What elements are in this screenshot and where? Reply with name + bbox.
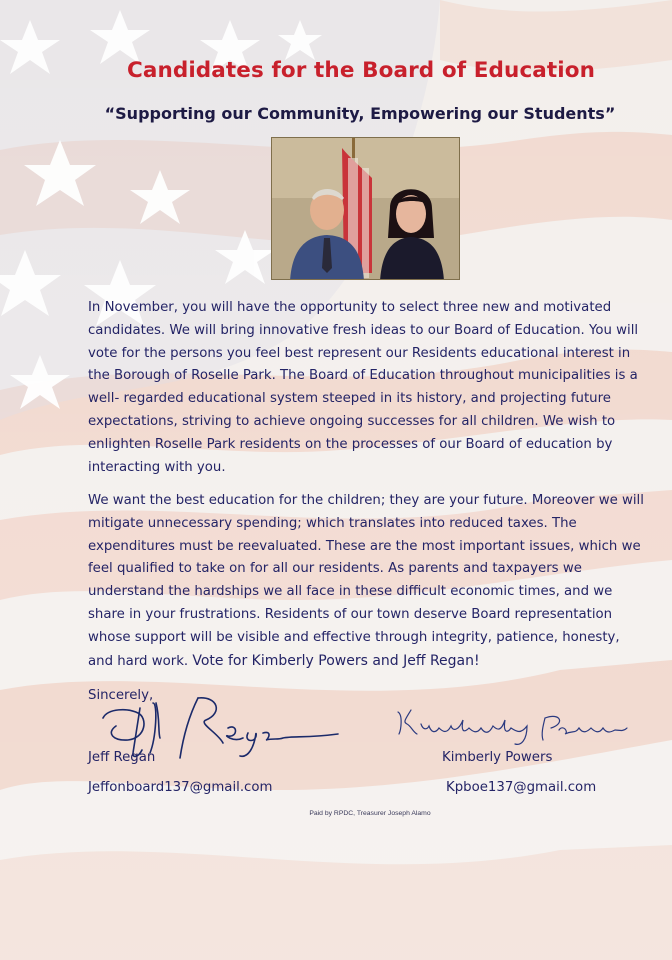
candidate1-name: Jeff Regan (88, 750, 156, 765)
closing: Sincerely, (88, 688, 154, 703)
candidate2-email[interactable]: Kpboe137@gmail.com (446, 780, 597, 795)
paragraph-intro: In November, you will have the opportunity to select three new and motivated candidates. We will bring innovative fresh ideas to our Board of Education. You will vote for the persons you feel best represent our Residents educational interest in the Borough of Roselle Park. The Board of Education throughout municipalities is a well- regarded educational system steeped in its history, and projecting future expectations, striving to achieve ongoing successes for all children. We wish to enlighten Roselle Park residents on the processes of our Board of education by interacting with you. (88, 300, 639, 475)
candidate1-email[interactable]: Jeffonboard137@gmail.com (88, 780, 273, 795)
signature-kimberly-powers (393, 700, 633, 750)
candidates-photo-illustration (272, 138, 460, 280)
paid-for-disclaimer: Paid by RPDC, Treasurer Joseph Alamo (309, 810, 431, 817)
page-title: Candidates for the Board of Education (126, 58, 596, 83)
page-subtitle: “Supporting our Community, Empowering our Students” (104, 104, 616, 123)
candidates-photo (271, 137, 460, 280)
paragraph-issues-text: We want the best education for the children; they are your future. Moreover we will mitigate unnecessary spending; which translates into reduced taxes. The expenditures must be reevaluated. These are the most important issues, which we feel qualified to take on for all our residents. As parents and taxpayers we understand the hardships we all face in these difficult economic times, and we share in your frustrations. Residents of our town deserve Board representation whose support will be visible and effective through integrity, patience, honesty, and hard work. (88, 493, 644, 669)
call-to-action: Vote for Kimberly Powers and Jeff Regan! (192, 652, 480, 669)
paragraph-issues (88, 490, 648, 673)
candidate2-name: Kimberly Powers (442, 750, 553, 765)
